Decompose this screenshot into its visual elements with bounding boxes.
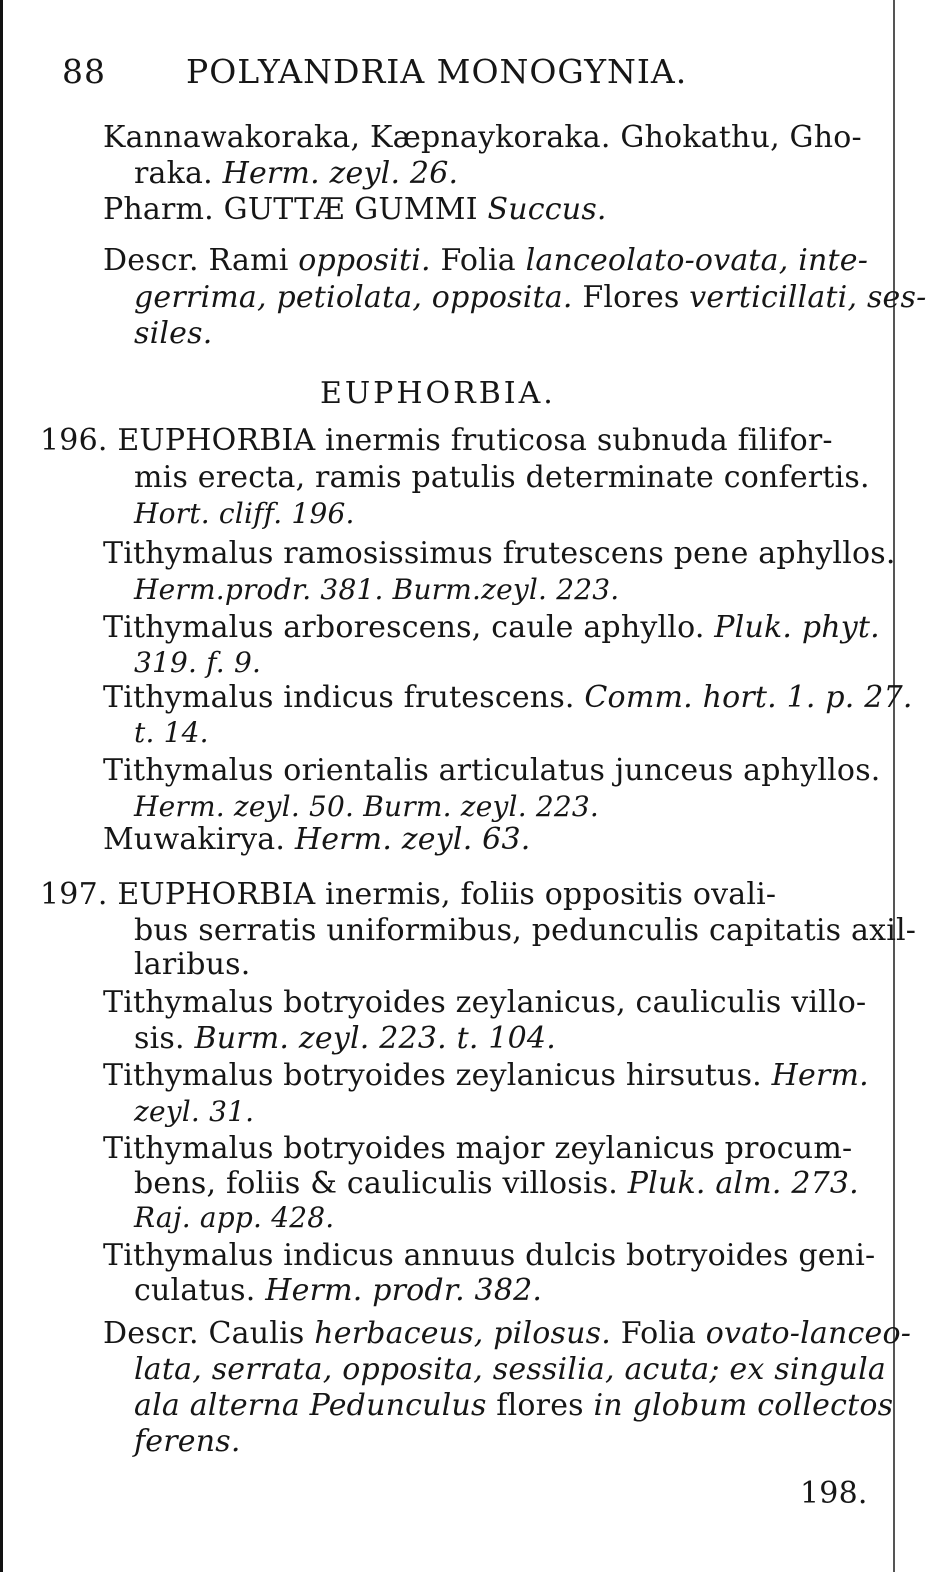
text-line [103, 1238, 875, 1274]
text-line [134, 156, 458, 192]
text-line [103, 1131, 852, 1167]
text-line [134, 1352, 886, 1388]
catchword: 198. [800, 1476, 868, 1511]
text-run: t. 14. [134, 716, 209, 749]
text-run: Herm. prodr. 382. [265, 1273, 543, 1308]
text-run: ala alterna Pedunculus [134, 1388, 497, 1423]
text-run: flores [496, 1388, 594, 1423]
text-line [134, 1021, 556, 1057]
text-line [103, 1316, 911, 1352]
text-line [103, 243, 868, 279]
text-run: Raj. app. 428. [134, 1201, 335, 1234]
text-run: Burm. zeyl. 223. t. 104. [194, 1021, 556, 1056]
text-line [134, 1094, 254, 1130]
text-run: raka. [134, 156, 223, 191]
text-run: Succus. [487, 192, 607, 227]
text-line [103, 985, 866, 1021]
text-run: Hort. cliff. 196. [134, 497, 355, 530]
text-run: Tithymalus indicus frutescens. [103, 680, 585, 715]
text-run: verticillati, ses- [689, 280, 926, 315]
text-line [134, 789, 599, 825]
text-run: Herm. zeyl. 50. Burm. zeyl. 223. [134, 790, 600, 823]
text-run: bens, foliis & cauliculis villosis. [134, 1166, 628, 1201]
text-line [134, 1388, 893, 1424]
text-line [134, 460, 870, 496]
text-line [134, 1273, 542, 1309]
text-line [134, 1166, 859, 1202]
text-run: Pluk. phyt. [714, 610, 880, 645]
text-line [134, 645, 261, 681]
text-run: Tithymalus botryoides zeylanicus hirsutus. [103, 1058, 772, 1093]
text-run: 197. EUPHORBIA inermis, foliis oppositis ovali- [40, 877, 777, 912]
text-run: laribus. [134, 947, 251, 982]
text-run: sis. [134, 1021, 195, 1056]
text-run: Herm. [771, 1058, 869, 1093]
text-line [103, 822, 531, 858]
text-run: 196. EUPHORBIA inermis fruticosa subnuda filifor- [40, 423, 833, 458]
text-run: Tithymalus orientalis articulatus junceus aphyllos. [103, 753, 881, 788]
text-run: culatus. [134, 1273, 266, 1308]
section-heading [320, 376, 556, 412]
text-line [134, 1200, 334, 1236]
text-run: siles. [134, 316, 213, 351]
text-run: zeyl. 31. [134, 1095, 255, 1128]
text-run: 319. f. 9. [134, 646, 262, 679]
text-run: lata, serrata, opposita, sessilia, acuta; ex singula [134, 1352, 886, 1387]
text-run: EUPHORBIA. [320, 376, 556, 411]
text-run: Tithymalus indicus annuus dulcis botryoides geni- [103, 1238, 876, 1273]
text-run: in globum collectos [593, 1388, 894, 1423]
text-line [134, 572, 619, 608]
text-line [134, 913, 916, 949]
text-run: bus serratis uniformibus, pedunculis capitatis axil- [134, 913, 917, 948]
page-number: 88 [62, 52, 106, 91]
page-edge-shadow [0, 0, 3, 1572]
text-line [103, 192, 607, 228]
text-line [134, 496, 355, 532]
text-run: Comm. hort. 1. p. 27. [584, 680, 913, 715]
text-line [103, 536, 896, 572]
text-line [40, 423, 833, 459]
text-line [134, 280, 926, 316]
text-run: Pluk. alm. 273. [627, 1166, 859, 1201]
running-title: POLYANDRIA MONOGYNIA. [186, 52, 688, 91]
text-run: Tithymalus botryoides zeylanicus, cauliculis villo- [103, 985, 867, 1020]
text-run: mis erecta, ramis patulis determinate confertis. [134, 460, 870, 495]
text-line [103, 120, 862, 156]
text-line [134, 1424, 241, 1460]
text-line [103, 1058, 869, 1094]
text-run: Folia [440, 243, 526, 278]
text-run: oppositi. [298, 243, 441, 278]
text-run: Flores [582, 280, 690, 315]
text-line [134, 316, 212, 352]
text-run: Herm.prodr. 381. Burm.zeyl. 223. [134, 573, 620, 606]
text-run: Kannawakoraka, Kæpnaykoraka. Ghokathu, Gho- [103, 120, 862, 155]
text-run: ovato-lanceo- [705, 1316, 912, 1351]
text-line [134, 947, 250, 983]
text-line [103, 610, 880, 646]
text-run: Pharm. GUTTÆ GUMMI [103, 192, 488, 227]
text-run: ferens. [134, 1424, 241, 1459]
text-run: Descr. Caulis [103, 1316, 315, 1351]
text-run: Herm. zeyl. 63. [294, 822, 531, 857]
text-run: herbaceus, pilosus. [314, 1316, 621, 1351]
text-run: Tithymalus arborescens, caule aphyllo. [103, 610, 715, 645]
text-run: lanceolato-ovata, inte- [525, 243, 869, 278]
text-run: Herm. zeyl. 26. [222, 156, 459, 191]
text-run: gerrima, petiolata, opposita. [134, 280, 583, 315]
text-line [40, 877, 776, 913]
text-run: Descr. Rami [103, 243, 299, 278]
text-line [134, 715, 209, 751]
text-line [103, 680, 913, 716]
text-line [103, 753, 881, 789]
text-run: Tithymalus ramosissimus frutescens pene aphyllos. [103, 536, 896, 571]
text-run: Muwakirya. [103, 822, 295, 857]
text-run: Folia [620, 1316, 706, 1351]
text-run: Tithymalus botryoides major zeylanicus procum- [103, 1131, 853, 1166]
